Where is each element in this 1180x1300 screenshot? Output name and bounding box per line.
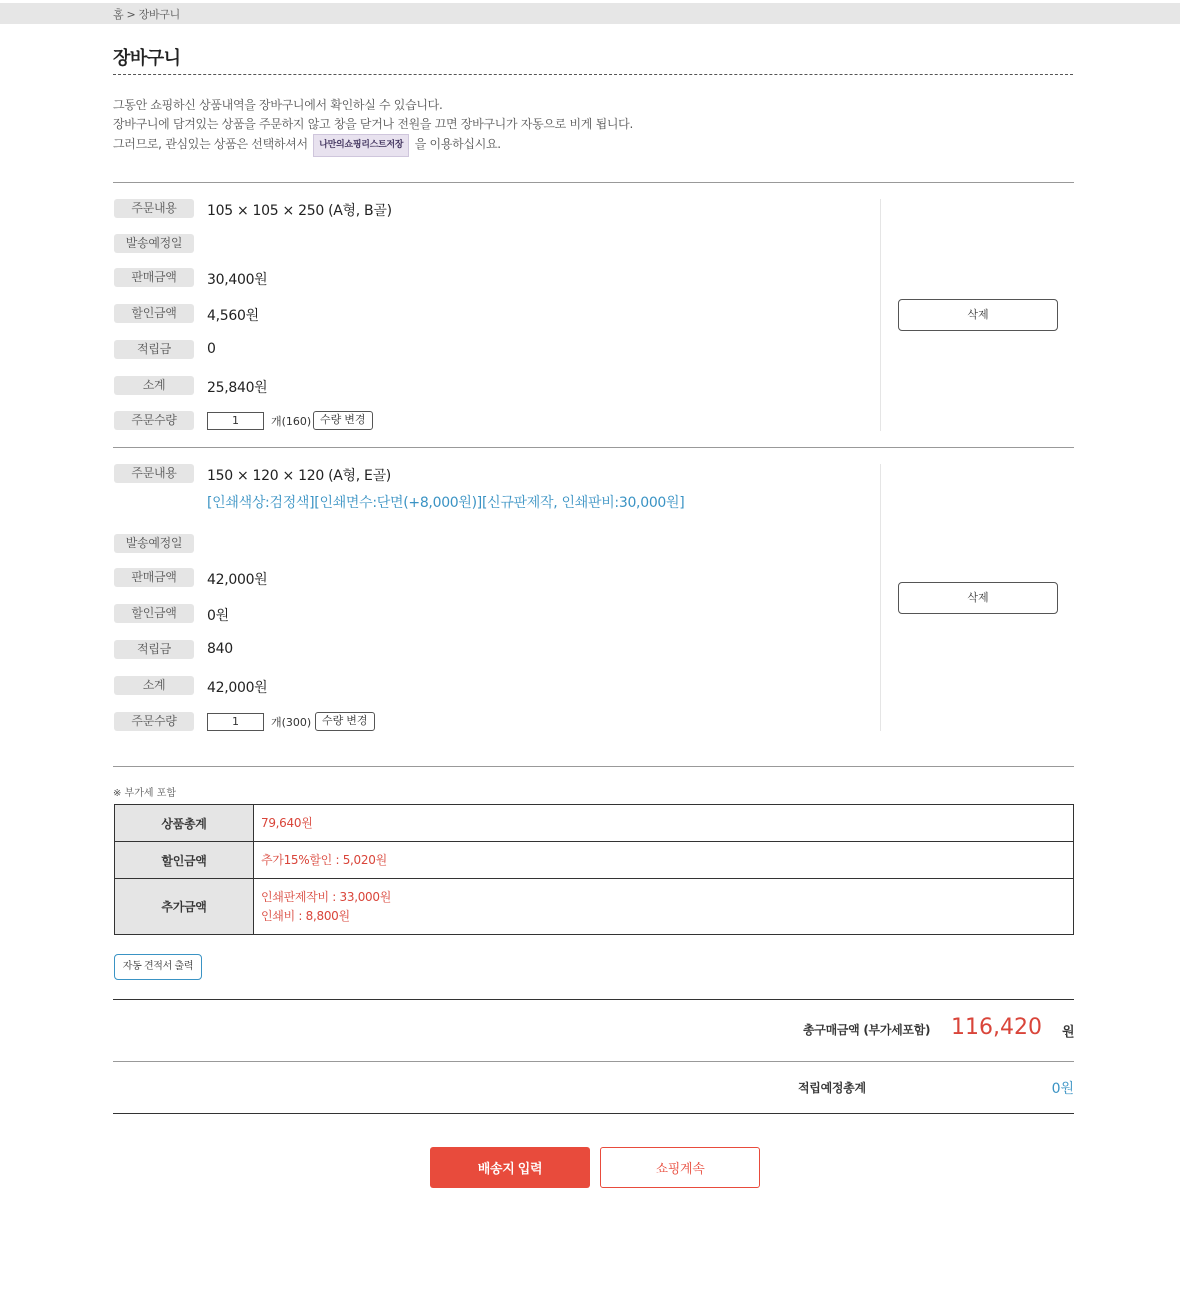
quantity-label: 주문수량 [114,712,194,731]
summary-row-extra [115,879,1074,935]
discount-value: 0원 [207,608,229,624]
totals-top-divider [113,999,1074,1000]
summary-discount-value: 추가15%할인 : 5,020원 [254,842,1074,879]
item-vertical-divider [880,464,881,731]
totals-middle-divider [113,1061,1074,1062]
intro-line-2: 장바구니에 담겨있는 상품을 주문하지 않고 창을 닫거나 전원을 끄면 장바구니가 자동으로 비게 됩니다. [113,117,633,131]
extra-amount-value [254,879,1074,935]
breadcrumb-bar [0,3,1180,24]
title-divider [113,74,1073,75]
delete-button[interactable]: 삭제 [898,299,1058,331]
breadcrumb-home-link[interactable]: 홈 [113,8,124,21]
quantity-input[interactable]: 1 [207,412,264,430]
summary-row-product-total [115,805,1074,842]
intro-line-3-end: 을 이용하십시요. [414,137,501,151]
quantity-row [113,712,513,732]
order-options: [인쇄색상:검정색][인쇄면수:단면(+8,000원)][신규판제작, 인쇄판비:30,000원] [207,495,685,511]
summary-divider [113,766,1074,767]
product-total-label: 상품총계 [115,805,254,842]
change-quantity-button[interactable]: 수량 변경 [315,712,375,731]
subtotal-label: 소계 [114,376,194,395]
subtotal-label: 소계 [114,676,194,695]
discount-label: 할인금액 [114,304,194,323]
grand-total-value: 116,420 [951,1015,1042,1040]
auto-estimate-button[interactable]: 자동 견적서 출력 [114,954,202,980]
item-divider [113,447,1074,448]
subtotal-value: 42,000원 [207,680,268,696]
order-content-label: 주문내용 [114,199,194,218]
sale-price-label: 판매금액 [114,568,194,587]
sale-price-value: 30,400원 [207,272,268,288]
intro-line-3 [113,134,633,157]
order-summary-table [114,804,1074,935]
sale-price-value: 42,000원 [207,572,268,588]
save-shopping-list-link[interactable]: 나만의쇼핑리스트저장 [313,134,409,157]
breadcrumb [113,6,180,22]
quantity-input[interactable]: 1 [207,713,264,731]
quantity-unit: 개(300) [271,716,312,729]
subtotal-value: 25,840원 [207,380,268,396]
extra-print-plate-fee: 인쇄판제작비 : 33,000원 [261,889,392,904]
points-label: 적립금 [114,340,194,359]
extra-amount-label: 추가금액 [115,879,254,935]
quantity-row [113,411,513,431]
grand-total-label: 총구매금액 (부가세포함) [803,1023,931,1037]
ship-date-label: 발송예정일 [114,234,194,253]
order-content-value: 105 × 105 × 250 (A형, B골) [207,203,392,219]
ship-date-label: 발송예정일 [114,534,194,553]
points-value: 840 [207,641,233,657]
delete-button[interactable]: 삭제 [898,582,1058,614]
quantity-unit: 개(160) [271,415,312,428]
grand-total-unit: 원 [1062,1025,1075,1040]
cart-item [113,199,1074,431]
discount-label: 할인금액 [114,604,194,623]
intro-line-1: 그동안 쇼핑하신 상품내역을 장바구니에서 확인하실 수 있습니다. [113,98,443,112]
summary-row-discount [115,842,1074,879]
points-total-value: 0원 [1051,1081,1074,1097]
extra-print-fee: 인쇄비 : 8,800원 [261,908,350,923]
breadcrumb-current: 장바구니 [138,8,180,21]
cart-intro [113,96,633,157]
totals-bottom-divider [113,1113,1074,1114]
sale-price-label: 판매금액 [114,268,194,287]
change-quantity-button[interactable]: 수량 변경 [313,411,373,430]
page-title: 장바구니 [113,48,181,69]
cart-item [113,464,1074,731]
summary-discount-label: 할인금액 [115,842,254,879]
order-content-label: 주문내용 [114,464,194,483]
quantity-label: 주문수량 [114,411,194,430]
points-value: 0 [207,341,216,357]
vat-note: ※ 부가세 포함 [113,788,177,799]
item-vertical-divider [880,199,881,431]
discount-value: 4,560원 [207,308,259,324]
order-content-value: 150 × 120 × 120 (A형, E골) [207,468,391,484]
intro-line-3-text: 그러므로, 관심있는 상품은 선택하셔서 [113,137,308,151]
points-total-label: 적립예정총계 [798,1081,866,1095]
breadcrumb-separator: > [126,8,136,21]
points-label: 적립금 [114,640,194,659]
cart-top-divider [113,182,1074,183]
product-total-value: 79,640원 [254,805,1074,842]
enter-shipping-button[interactable]: 배송지 입력 [430,1147,590,1188]
continue-shopping-button[interactable]: 쇼핑계속 [600,1147,760,1188]
